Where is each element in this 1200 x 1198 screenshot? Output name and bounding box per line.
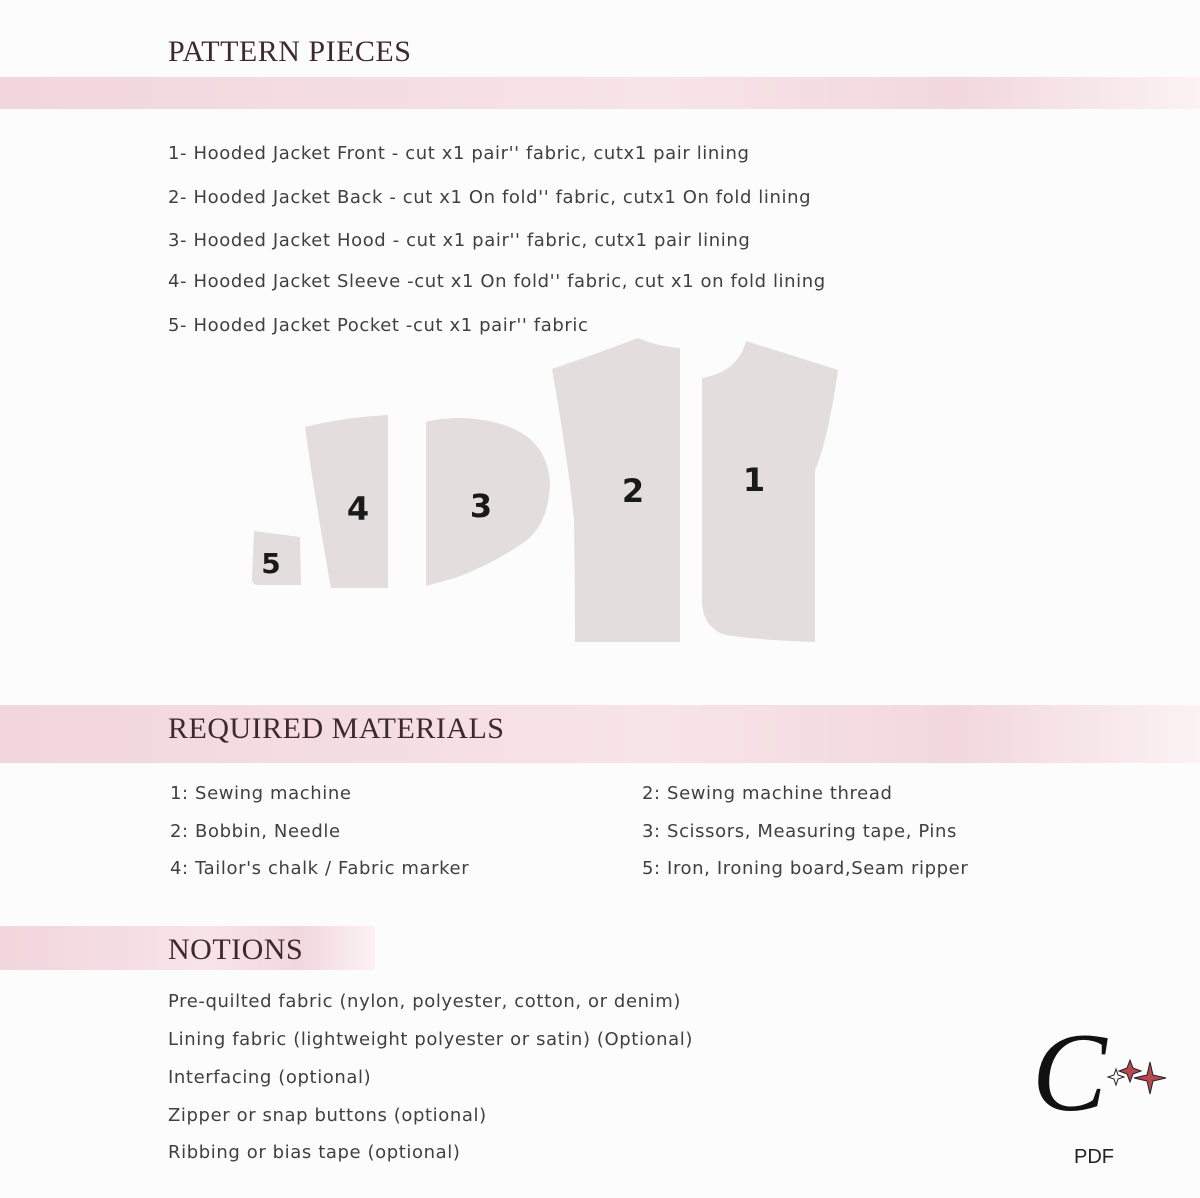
logo-label-pdf: PDF xyxy=(1074,1146,1114,1168)
pattern-piece-label-1: 1 xyxy=(742,461,766,499)
pattern-piece-item: 1- Hooded Jacket Front - cut x1 pair'' fabric, cutx1 pair lining xyxy=(168,143,750,164)
pattern-piece-item: 3- Hooded Jacket Hood - cut x1 pair'' fabric, cutx1 pair lining xyxy=(168,230,751,251)
material-item: 4: Tailor's chalk / Fabric marker xyxy=(170,858,470,879)
material-item: 1: Sewing machine xyxy=(170,783,352,804)
notion-item: Interfacing (optional) xyxy=(168,1067,372,1088)
pattern-piece-label-2: 2 xyxy=(621,472,645,510)
notion-item: Ribbing or bias tape (optional) xyxy=(168,1142,461,1163)
pattern-piece-item: 5- Hooded Jacket Pocket -cut x1 pair'' fabric xyxy=(168,315,589,336)
brand-logo xyxy=(1020,1012,1170,1142)
notion-item: Zipper or snap buttons (optional) xyxy=(168,1105,487,1126)
material-item: 2: Bobbin, Needle xyxy=(170,821,341,842)
pattern-piece-label-4: 4 xyxy=(346,490,370,528)
logo-monogram: C xyxy=(1032,1012,1107,1135)
sparkle-icon xyxy=(1108,1060,1166,1094)
material-item: 3: Scissors, Measuring tape, Pins xyxy=(642,821,958,842)
pattern-piece-back-shape xyxy=(552,338,680,642)
notion-item: Lining fabric (lightweight polyester or satin) (Optional) xyxy=(168,1029,694,1050)
required-materials-heading: REQUIRED MATERIALS xyxy=(168,712,505,745)
pattern-piece-item: 4- Hooded Jacket Sleeve -cut x1 On fold'' fabric, cut x1 on fold lining xyxy=(168,271,826,292)
pattern-piece-label-5: 5 xyxy=(261,547,281,580)
notion-item: Pre-quilted fabric (nylon, polyester, cotton, or denim) xyxy=(168,991,681,1012)
material-item: 2: Sewing machine thread xyxy=(642,783,893,804)
pattern-pieces-heading: PATTERN PIECES xyxy=(168,35,412,68)
pattern-piece-label-3: 3 xyxy=(469,487,493,525)
pattern-piece-front-shape xyxy=(702,341,838,642)
notions-heading: NOTIONS xyxy=(168,933,304,966)
material-item: 5: Iron, Ironing board,Seam ripper xyxy=(642,858,969,879)
pattern-piece-item: 2- Hooded Jacket Back - cut x1 On fold'' fabric, cutx1 On fold lining xyxy=(168,187,812,208)
